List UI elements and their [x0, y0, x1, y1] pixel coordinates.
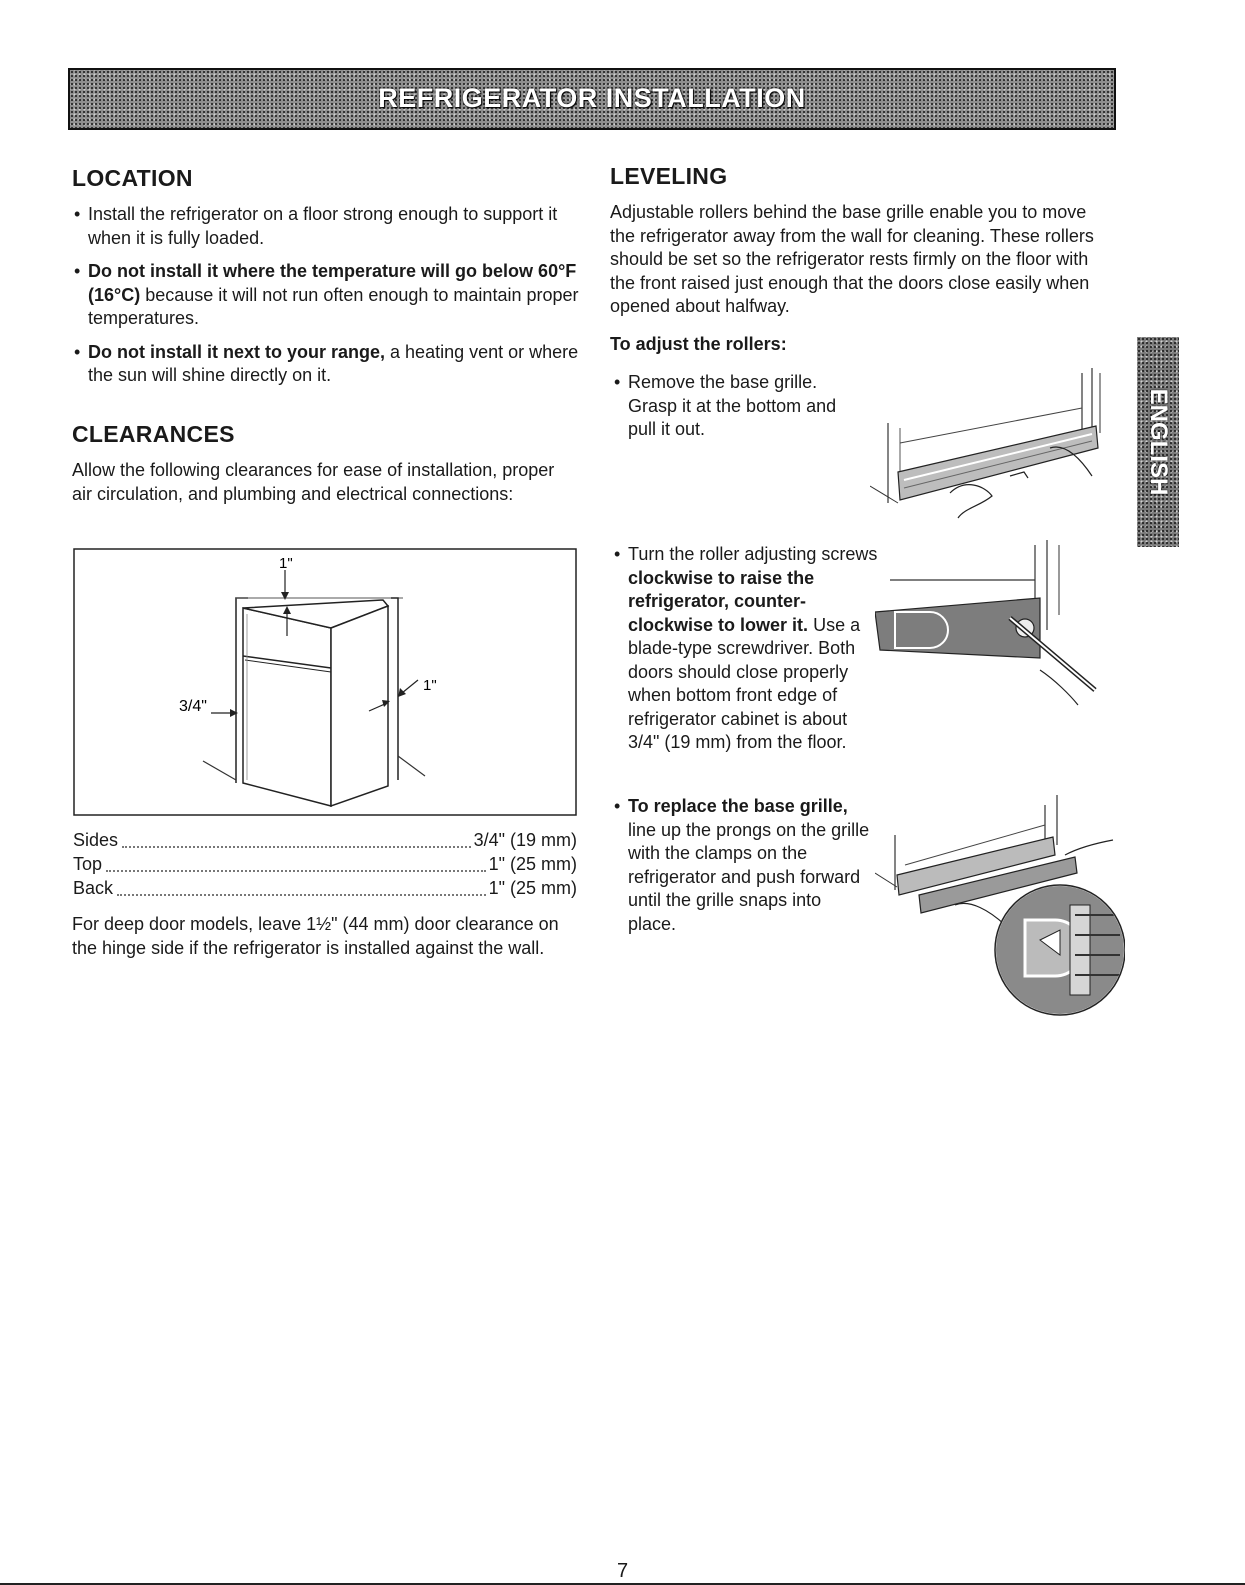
clearance-row-label: Back [73, 878, 114, 898]
language-tab [1137, 337, 1179, 547]
clearance-row-value: 1" (25 mm) [488, 854, 577, 874]
location-heading: LOCATION [72, 165, 193, 191]
dot-leader [117, 878, 486, 896]
replace-grille-drawing [875, 795, 1125, 1020]
location-item [72, 341, 582, 388]
clearances-heading: CLEARANCES [72, 421, 235, 447]
clearances-intro: Allow the following clearances for ease of installation, proper air circulation, and plumbing and electrical connections: [72, 460, 555, 504]
location-item-bold: Do not install it next to your range, [88, 341, 386, 362]
clearance-row-value: 3/4" (19 mm) [473, 830, 577, 850]
location-item-text: a heating vent or where the sun will shine directly on it. [88, 341, 579, 385]
clearance-row-label: Top [73, 854, 103, 874]
leveling-step-3 [612, 795, 870, 946]
page-number: 7 [616, 1560, 629, 1582]
leveling-step [612, 795, 870, 936]
replace-grille-illustration [875, 795, 1125, 1020]
leveling-step-2 [612, 543, 880, 765]
clearance-diagram [73, 548, 577, 816]
location-item [72, 260, 582, 331]
section-banner [68, 68, 1116, 130]
clearances-note: For deep door models, leave 1½" (44 mm) door clearance on the hinge side if the refrigerator is installed against the wall. [72, 914, 559, 958]
remove-grille-drawing [870, 368, 1110, 528]
clearance-row-sides [73, 830, 577, 854]
clearance-row-value: 1" (25 mm) [488, 878, 577, 898]
location-item-bold: Do not install it where the temperature will go below 60°F (16°C) [88, 261, 577, 305]
leveling-step [612, 371, 862, 442]
clearance-row-label: Sides [73, 830, 119, 850]
clearance-row-back [73, 878, 577, 902]
leveling-step-text: Turn the roller adjusting screws [628, 544, 878, 564]
leveling-step-text: Use a blade-type screwdriver. Both doors should close properly when bottom front edge of refrigerator cabinet is about 3/4" (19 mm) from the floor. [628, 614, 861, 752]
roller-screwdriver-drawing [875, 540, 1100, 710]
location-item-text: because it will not run often enough to maintain proper temperatures. [88, 284, 579, 328]
leveling-heading: LEVELING [610, 163, 728, 189]
clearance-row-top [73, 854, 577, 878]
language-tab-label: ENGLISH [1145, 388, 1172, 496]
dot-leader [106, 854, 486, 872]
leveling-step-bold: To replace the base grille, [628, 796, 848, 816]
leveling-step-1 [612, 371, 862, 452]
leveling-step-text: line up the prongs on the grille with the clamps on the refrigerator and push forward until the grille snaps into place. [628, 819, 870, 934]
remove-grille-illustration [870, 368, 1110, 528]
dot-leader [122, 830, 471, 848]
leveling-step-text: Remove the base grille. Grasp it at the bottom and pull it out. [628, 372, 837, 439]
clearance-right-label: 1" [423, 677, 437, 694]
clearance-top-label: 1" [279, 555, 293, 572]
leveling-subheading: To adjust the rollers: [610, 334, 787, 354]
location-item-text: Install the refrigerator on a floor strong enough to support it when it is fully loaded. [88, 204, 558, 248]
adjust-roller-illustration [875, 540, 1100, 710]
banner-title: REFRIGERATOR INSTALLATION [378, 83, 806, 113]
leveling-step [612, 543, 880, 755]
location-item [72, 203, 582, 250]
location-list [72, 203, 582, 398]
clearance-left-label: 3/4" [179, 698, 207, 715]
refrigerator-clearance-illustration [73, 548, 577, 816]
leveling-intro: Adjustable rollers behind the base grille enable you to move the refrigerator away from the wall for cleaning. These rollers should be set so the refrigerator rests firmly on the floor with the front raised just enough that the doors close easily when opened about halfway. [610, 202, 1094, 316]
leveling-step-bold: clockwise to raise the refrigerator, counter-clockwise to lower it. [628, 567, 815, 635]
